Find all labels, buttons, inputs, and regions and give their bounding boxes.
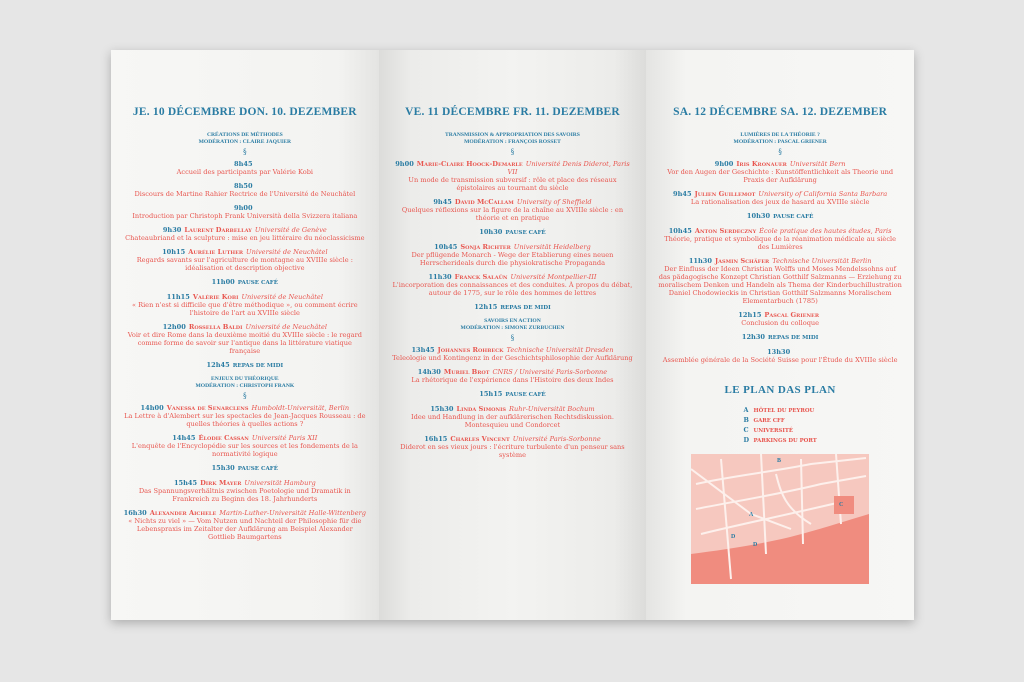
entry-speaker: Julien Guillemot	[694, 190, 756, 198]
program-entry	[658, 311, 902, 327]
program-entry	[123, 509, 367, 541]
map-marker: D	[731, 534, 736, 540]
entry-affiliation: Humboldt-Universität, Berlin	[251, 404, 350, 412]
entry-speaker: Aurélie Luther	[188, 248, 244, 256]
legend-label: GARE CFF	[753, 418, 785, 424]
program-entry	[391, 228, 635, 237]
entry-title: Théorie, pratique et symbolique de la réanimation médicale au siècle des Lumières	[664, 235, 897, 251]
program-entry	[391, 273, 635, 297]
entry-speaker: Anton Serdeczny	[694, 227, 757, 235]
program-entry	[658, 257, 902, 305]
program-entry	[391, 390, 635, 399]
program-entry	[658, 190, 902, 206]
entry-time: 12h00	[162, 323, 186, 331]
entry-time: 14h30	[417, 368, 441, 376]
entry-title: Chateaubriand et la sculpture : mise en jeu littéraire du néoclassicisme	[125, 234, 365, 242]
entry-speaker: Élodie Cassan	[198, 434, 249, 442]
program-entry	[391, 303, 635, 312]
map-marker: B	[777, 458, 782, 464]
entry-affiliation: Université de Neuchâtel	[245, 323, 327, 331]
entry-affiliation: Ruhr-Universität Bochum	[509, 405, 595, 413]
section-title: LUMIÈRES DE LA THÉORIE ?	[740, 132, 820, 138]
city-map	[691, 454, 869, 584]
entry-speaker: Johannes Rohbeck	[437, 346, 504, 354]
program-entry	[391, 346, 635, 362]
panel-day-3	[646, 50, 914, 620]
entry-break: PAUSE CAFÉ	[773, 214, 814, 220]
map-marker: A	[749, 512, 754, 518]
section-title: CRÉATIONS DE MÉTHODES	[206, 132, 283, 138]
entry-time: 12h15	[738, 311, 762, 319]
entry-title: « Nichts zu viel » — Vom Nutzen und Nachteil der Philosophie für die Lebenspraxis im Zeitalter der Aufklärung am Beispiel Alexander Gottlieb Baumgartens	[128, 517, 362, 541]
program-entry	[391, 368, 635, 384]
entry-title: Accueil des participants par Valérie Kobi	[176, 168, 314, 176]
entry-speaker: Valérie Kobi	[192, 293, 239, 301]
entry-time: 12h15	[474, 303, 498, 311]
section-moderation: MODÉRATION : PASCAL GRIENER	[733, 139, 827, 145]
entry-title: Quelques réflexions sur la figure de la chaîne au XVIIIe siècle : en théorie et en pratique	[401, 206, 624, 222]
entry-time: 10h45	[668, 227, 692, 235]
entry-break: PAUSE CAFÉ	[237, 466, 279, 472]
legend-item	[744, 436, 817, 446]
entry-time: 14h45	[172, 434, 196, 442]
entry-speaker: Rossella Baldi	[188, 323, 243, 331]
program-entry	[391, 435, 635, 459]
entry-title: Idee und Handlung in der aufklärerischen Rechtsdiskussion. Montesquieu und Condorcet	[411, 413, 614, 429]
program-entry	[123, 464, 367, 473]
entry-title: « Rien n'est si difficile que d'être méthodique », ou comment écrire l'histoire de l'art au XVIIIe siècle	[131, 301, 358, 317]
entry-break: PAUSE CAFÉ	[505, 230, 546, 236]
entry-title: Un mode de transmission subversif : rôle et place des réseaux épistolaires au tournant du siècle	[408, 176, 617, 192]
section-title: SAVOIRS EN ACTION	[484, 318, 541, 324]
entry-time: 11h00	[211, 278, 235, 286]
entry-title: L'incorporation des connaissances et des conduites. À propos du débat, autour de 1775, sur le rôle des hommes de lettres	[392, 281, 633, 297]
entry-time: 9h30	[162, 226, 182, 234]
entry-time: 8h50	[234, 182, 253, 190]
panel-content	[123, 106, 367, 547]
entry-title: Das Spannungsverhältnis zwischen Poetologie und Dramatik in Frankreich zu Beginn des 18. Jahrhunderts	[138, 487, 351, 503]
entry-title: L'enquête de l'Encyclopédie sur les sources et les fondements de la normativité logique	[131, 442, 358, 458]
entry-time: 15h30	[211, 464, 235, 472]
entry-title: Voir et dire Rome dans la deuxième moitié du XVIIIe siècle : le regard comme forme de savoir sur l'antique dans la littérature viatique française	[127, 331, 362, 355]
entry-time: 11h30	[428, 273, 452, 281]
map-marker: D	[753, 542, 758, 548]
program-entry	[123, 204, 367, 220]
entry-speaker: Laurent Darbellay	[184, 226, 252, 234]
entry-affiliation: Université de Genève	[254, 226, 327, 234]
entry-time: 9h00	[714, 160, 734, 168]
legend-label: UNIVERSITÉ	[753, 428, 793, 434]
entry-affiliation: Université de Neuchâtel	[241, 293, 323, 301]
entry-break: REPAS DE MIDI	[500, 305, 551, 311]
entry-title: La Lettre à d'Alembert sur les spectacles de Jean-Jacques Rousseau : de quelles théories à quelles actions ?	[124, 412, 366, 428]
entry-title: Teleologie und Kontingenz in der Geschichtsphilosophie der Aufklärung	[392, 354, 633, 362]
entry-speaker: Sonja Richter	[460, 243, 511, 251]
entry-affiliation: Technische Universität Berlin	[772, 257, 872, 265]
program-entry	[391, 405, 635, 429]
entry-title: Diderot en ses vieux jours : l'écriture turbulente d'un penseur sans système	[400, 443, 625, 459]
program-entry	[658, 348, 902, 364]
legend-item	[744, 426, 817, 436]
entry-affiliation: Martin-Luther-Universität Halle-Wittenberg	[219, 509, 367, 517]
entry-time: 16h30	[123, 509, 147, 517]
entry-break: REPAS DE MIDI	[768, 335, 819, 341]
entry-title: La rationalisation des jeux de hasard au XVIIIe siècle	[690, 198, 870, 206]
section-mark: §	[510, 148, 515, 156]
entry-time: 14h00	[140, 404, 164, 412]
entry-title: La rhétorique de l'expérience dans l'Histoire des deux Indes	[411, 376, 614, 384]
entry-speaker: Franck Salaün	[454, 273, 508, 281]
entry-time: 10h45	[434, 243, 458, 251]
plan-title: LE PLAN DAS PLAN	[724, 384, 836, 396]
program-entry	[123, 479, 367, 503]
entry-speaker: Iris Kronauer	[736, 160, 787, 168]
program-entry	[658, 227, 902, 251]
entry-speaker: Vanessa de Senarclens	[166, 404, 249, 412]
section-mark: §	[243, 148, 247, 156]
program-entry	[123, 160, 367, 176]
legend-key: B	[743, 416, 749, 424]
program-entry	[391, 198, 635, 222]
section-title: TRANSMISSION & APPROPRIATION DES SAVOIRS	[445, 132, 580, 138]
program-entry	[391, 243, 635, 267]
map-building-university	[834, 496, 854, 514]
entry-time: 9h45	[433, 198, 452, 206]
entry-speaker: Jasmin Schäfer	[714, 257, 770, 265]
entry-affiliation: University of Sheffield	[516, 198, 592, 206]
brochure	[111, 50, 914, 620]
panel-content	[658, 106, 902, 588]
section-mark: §	[778, 148, 782, 156]
entry-speaker: Pascal Griener	[764, 311, 820, 319]
entry-time: 13h45	[411, 346, 435, 354]
program-entry	[658, 160, 902, 184]
program-entry	[658, 333, 902, 342]
entry-time: 12h30	[741, 333, 766, 341]
entry-time: 16h15	[424, 435, 448, 443]
entry-title: Discours de Martine Rahier Rectrice de l'Université de Neuchâtel	[134, 190, 356, 198]
entry-speaker: Marie-Claire Hoock-Demarle	[416, 160, 523, 168]
entry-speaker: Alexander Aichele	[149, 509, 217, 517]
legend-item	[744, 416, 817, 426]
entry-time: 9h45	[673, 190, 692, 198]
entry-time: 10h15	[162, 248, 186, 256]
entry-title: Vor den Augen der Geschichte : Kunstöffentlichkeit als Theorie und Praxis der Aufklärung	[667, 168, 894, 184]
entry-affiliation: Technische Universität Dresden	[506, 346, 614, 354]
day-heading: VE. 11 DÉCEMBRE FR. 11. DEZEMBER	[405, 106, 620, 118]
entry-speaker: Muriel Brot	[443, 368, 490, 376]
section-moderation: MODÉRATION : CLAIRE JAQUIER	[198, 139, 291, 145]
entry-time: 9h00	[234, 204, 253, 212]
legend-key: C	[743, 426, 749, 434]
program-entry	[123, 226, 367, 242]
plan-legend	[744, 406, 817, 446]
panel-day-2	[379, 50, 647, 620]
entry-break: PAUSE CAFÉ	[237, 280, 279, 286]
entry-affiliation: École pratique des hautes études, Paris	[759, 227, 892, 235]
program-entry	[123, 278, 367, 287]
legend-key: D	[743, 436, 750, 444]
entry-affiliation: University of California Santa Barbara	[758, 190, 888, 198]
section-moderation: MODÉRATION : SIMONE ZURBUCHEN	[460, 325, 565, 331]
panel-content	[391, 106, 635, 465]
entry-affiliation: CNRS / Université Paris-Sorbonne	[492, 368, 608, 376]
section-moderation: MODÉRATION : FRANÇOIS ROSSET	[464, 139, 561, 145]
program-entry	[123, 434, 367, 458]
entry-speaker: David McCallam	[454, 198, 514, 206]
entry-affiliation: Université de Neuchâtel	[246, 248, 328, 256]
entry-time: 15h45	[173, 479, 198, 487]
entry-time: 11h30	[688, 257, 712, 265]
entry-speaker: Linda Simonis	[456, 405, 507, 413]
entry-affiliation: Université Montpellier-III	[510, 273, 597, 281]
entry-title: Der pflügende Monarch - Wege der Etablierung eines neuen Herrscherideals durch die physiokratische Propaganda	[411, 251, 614, 267]
legend-label: PARKINGS DU PORT	[753, 438, 817, 444]
entry-time: 15h15	[479, 390, 503, 398]
program-entry	[123, 182, 367, 198]
entry-title: Regards savants sur l'agriculture de montagne au XVIIIe siècle : idéalisation et description objective	[136, 256, 353, 272]
entry-speaker: Dirk Mayer	[200, 479, 242, 487]
legend-key: A	[743, 406, 749, 414]
entry-time: 10h30	[479, 228, 503, 236]
entry-time: 15h30	[430, 405, 454, 413]
legend-label: HÔTEL DU PEYROU	[753, 408, 815, 414]
program-entry	[123, 404, 367, 428]
entry-time: 13h30	[767, 348, 791, 356]
program-entry	[123, 361, 367, 370]
entry-time: 12h45	[206, 361, 230, 369]
entry-title: Conclusion du colloque	[741, 319, 820, 327]
entry-break: PAUSE CAFÉ	[505, 392, 546, 398]
program-entry	[123, 248, 367, 272]
entry-affiliation: Universität Bern	[789, 160, 846, 168]
entry-title: Introduction par Christoph Frank Università della Svizzera italiana	[132, 212, 358, 220]
entry-affiliation: Université Paris-Sorbonne	[512, 435, 601, 443]
section-mark: §	[510, 334, 515, 342]
entry-time: 8h45	[234, 160, 253, 168]
program-entry	[123, 293, 367, 317]
program-entry	[658, 212, 902, 221]
entry-time: 10h30	[746, 212, 771, 220]
entry-affiliation: Universität Heidelberg	[513, 243, 591, 251]
entry-affiliation: Universität Hamburg	[244, 479, 316, 487]
entry-speaker: Charles Vincent	[450, 435, 510, 443]
entry-title: Der Einfluss der Ideen Christian Wolffs und Moses Mendelssohns auf das pädagogische Konzept Christian Gotthilf Salzmanns — Erziehung zu moralischem Denken und Handeln als Thema der Kinderbuchillustration Daniel Chodowieckis in Christian Gotthilf Salzmanns Moralischem Elementarbuch (1785)	[658, 265, 902, 305]
entry-break: REPAS DE MIDI	[232, 363, 284, 369]
day-heading: JE. 10 DÉCEMBRE DON. 10. DEZEMBER	[132, 106, 357, 118]
program-entry	[391, 160, 635, 192]
day-heading: SA. 12 DÉCEMBRE SA. 12. DEZEMBER	[673, 106, 888, 118]
section-mark: §	[243, 392, 247, 400]
section-moderation: MODÉRATION : CHRISTOPH FRANK	[195, 383, 295, 389]
entry-affiliation: Université Paris XII	[251, 434, 318, 442]
program-entry	[123, 323, 367, 355]
entry-time: 9h00	[395, 160, 414, 168]
entry-affiliation: Université Denis Diderot, Paris VII	[507, 160, 630, 176]
map-marker: C	[839, 502, 844, 508]
section-title: ENJEUX DU THÉORIQUE	[211, 376, 279, 382]
entry-title: Assemblée générale de la Société Suisse pour l'Étude du XVIIIe siècle	[662, 356, 898, 364]
entry-time: 11h15	[166, 293, 190, 301]
legend-item	[744, 406, 817, 416]
panel-day-1	[111, 50, 379, 620]
